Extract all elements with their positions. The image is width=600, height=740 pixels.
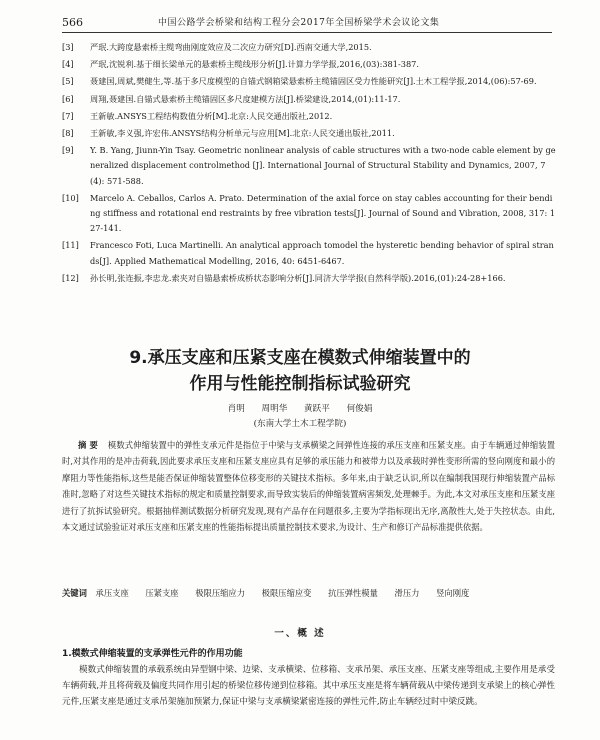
- reference-text: Francesco Foti, Luca Martinelli. An analytical approach tomodel the hysteretic bending behavior of spiral strands[J]. Applied Mathematical Modelling, 2016, 40: 6451-6467.: [90, 240, 554, 266]
- reference-text: 王新敏.ANSYS工程结构数值分析[M].北京:人民交通出版社,2012.: [90, 110, 333, 121]
- reference-item: [62, 109, 557, 124]
- subsection-heading: 1.模数式伸缩装置的支承弹性元件的作用功能: [62, 649, 243, 659]
- keyword: 承压支座: [95, 588, 129, 598]
- reference-item: [62, 92, 557, 107]
- reference-number: [5]: [62, 76, 74, 87]
- reference-number: [6]: [62, 93, 74, 104]
- reference-number: [3]: [62, 42, 74, 52]
- keyword: 滑压力: [394, 588, 420, 598]
- paper-authors: 肖明 周明华 黄跃平 何俊娟: [227, 404, 373, 414]
- paper-title-line-2: 作用与性能控制指标试验研究: [189, 374, 411, 394]
- reference-list: [62, 40, 557, 288]
- keyword: 抗压弹性模量: [328, 588, 378, 598]
- keyword: 极限压缩应变: [261, 588, 312, 598]
- reference-number: [12]: [62, 272, 79, 283]
- reference-number: [9]: [62, 145, 74, 156]
- reference-number: [7]: [62, 110, 74, 121]
- reference-text: 严珉,沈锐利.基于细长梁单元的悬索桥主缆线形分析[J].计算力学学报,2016,(03):381-387.: [90, 59, 419, 70]
- reference-text: 严珉.大跨度悬索桥主缆弯曲刚度效应及二次应力研究[D].西南交通大学,2015.: [90, 42, 372, 52]
- page-number: 566: [62, 16, 83, 29]
- running-title: 中国公路学会桥梁和结构工程分会2017年全国桥梁学术会议论文集: [158, 18, 440, 28]
- reference-text: Marcelo A. Ceballos, Carlos A. Prato. Determination of the axial force on stay cables accounting for their bending stiffness and rotational end restraints by free vibration tests[J]. Journal of Sound and Vibration, 2008, 317: 127-141.: [90, 192, 556, 234]
- reference-item: [62, 143, 557, 189]
- keywords: [62, 585, 555, 601]
- running-header: [62, 12, 552, 33]
- keyword: 压紧支座: [145, 588, 179, 598]
- reference-item: [62, 57, 557, 72]
- reference-text: 周翔,聂建国.自锚式悬索桥主缆锚固区多尺度建模方法[J].桥梁建设,2014,(01):11-17.: [90, 93, 401, 104]
- reference-text: 孙长明,张连振,李忠龙.索夹对自锚悬索桥成桥状态影响分析[J].同济大学学报(自然科学版).2016,(01):24-28+166.: [90, 272, 506, 283]
- reference-item: [62, 271, 557, 286]
- reference-item: [62, 74, 557, 89]
- paper-affiliation: (东南大学土木工程学院): [253, 419, 347, 429]
- keyword: 极限压缩应力: [195, 588, 246, 598]
- reference-text: 聂建国,周斌,樊健生,等.基于多尺度模型的自锚式钢箱梁悬索桥主缆锚固区受力性能研究[J].土木工程学报,2014,(06):57-69.: [90, 76, 537, 87]
- reference-item: [62, 191, 557, 237]
- reference-number: [8]: [62, 128, 74, 139]
- keyword: 竖向刚度: [436, 588, 470, 598]
- section-heading: 一、概 述: [274, 628, 326, 639]
- abstract-label: 摘 要: [78, 440, 98, 450]
- paper-title: [40, 345, 560, 397]
- reference-item: [62, 238, 557, 268]
- reference-item: [62, 126, 557, 141]
- abstract: [62, 437, 555, 535]
- reference-text: 王新敏,李义强,许宏伟.ANSYS结构分析单元与应用[M].北京:人民交通出版社,2011.: [90, 128, 395, 139]
- paper-title-line-1: 9.承压支座和压紧支座在模数式伸缩装置中的: [129, 348, 471, 368]
- reference-number: [10]: [62, 192, 79, 203]
- reference-item: [62, 40, 557, 55]
- reference-number: [11]: [62, 240, 79, 251]
- reference-number: [4]: [62, 59, 74, 70]
- abstract-text: 模数式伸缩装置中的弹性支承元件是指位于中梁与支承横梁之间弹性连接的承压支座和压紧支座。由于车辆通过伸缩装置时,对其作用的是冲击荷载,因此要求承压支座和压紧支座应具有足够的承压能力和被带力以及承载时弹性变形所需的竖向刚度和最小的摩阻力等性能指标,这些是能否保证伸缩装置整体位移变形的关键技术指标。多年来,由于缺乏认识,所以在编制我国现行伸缩装置产品标准时,忽略了对这些关键技术指标的规定和质量控制要求,而导致实装后的伸缩装置病害频发,处理棘手。为此,本文对承压支座和压紧支座进行了抗拆试验研究。根据抽样测试数据分析研究发现,现有产品存在问题很多,主要为学指标现出无序,离散性大,处于失控状态。由此,本文通过试验验证对承压支座和压紧支座的性能指标提出质量控制技术要求,为设计、生产和修订产品标准提供依据。: [62, 440, 555, 533]
- keywords-label: 关键词: [62, 588, 87, 598]
- reference-text: Y. B. Yang, Jiunn-Yin Tsay. Geometric nonlinear analysis of cable structures with a two-node cable element by generalized displacement controlmethod [J]. International Journal of Structural Stability and Dynamics, 2007, 7(4): 571-588.: [90, 145, 556, 186]
- body-paragraph: 模数式伸缩装置的承载系统由异型钢中梁、边梁、支承横梁、位移箱、支承吊架、承压支座、压紧支座等组成,主要作用是承受车辆荷载,并且将荷载及偏度共同作用引起的桥梁位移传递到位移箱。其中承压支座是将车辆荷载从中梁传递到支承梁上的核心弹性元件,压紧支座是通过支承吊架施加预紧力,保证中梁与支承横梁紧密连接的弹性元件,防止车辆经过时中梁反跳。: [62, 665, 555, 707]
